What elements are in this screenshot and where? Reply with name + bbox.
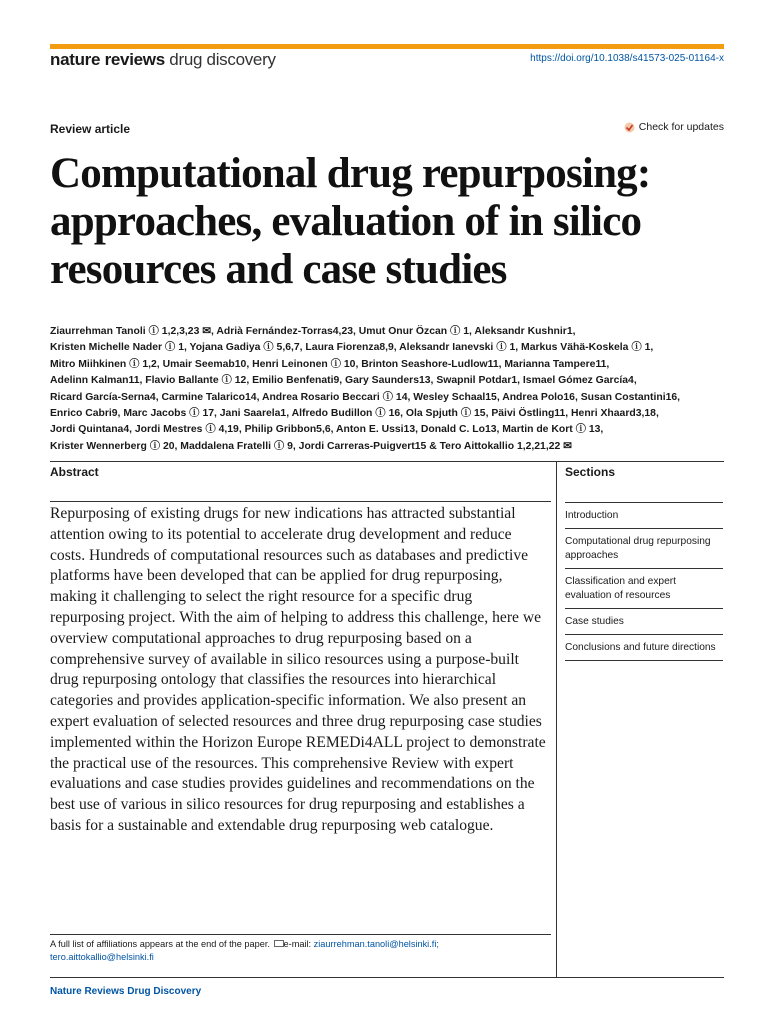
title-line: approaches, evaluation of in silico [50, 198, 642, 245]
email-link-2[interactable]: tero.aittokallio@helsinki.fi [50, 952, 154, 962]
title-line: Computational drug repurposing: [50, 150, 651, 197]
email-label: e-mail: [283, 939, 312, 949]
journal-name-bold: nature reviews [50, 50, 165, 69]
author-line[interactable]: Krister Wennerberg ⓘ 20, Maddalena Fratelli ⓘ 9, Jordi Carreras-Puigvert15 & Tero Aittokallio 1,2,21,22 ✉ [50, 440, 572, 452]
author-line[interactable]: Jordi Quintana4, Jordi Mestres ⓘ 4,19, Philip Gribbon5,6, Anton E. Ussi13, Donald C. Lo13, Martin de Kort ⓘ 13, [50, 424, 604, 436]
sections-nav [565, 502, 723, 661]
author-line[interactable]: Kristen Michelle Nader ⓘ 1, Yojana Gadiya ⓘ 5,6,7, Laura Fiorenza8,9, Aleksandr Ianevski ⓘ 1, Markus Vähä-Koskela ⓘ 1, [50, 342, 654, 354]
abstract-heading: Abstract [50, 465, 99, 479]
journal-logo[interactable] [50, 50, 276, 70]
journal-name-light: drug discovery [169, 50, 276, 69]
divider [50, 934, 551, 935]
article-type: Review article [50, 122, 131, 136]
author-line[interactable]: Enrico Cabri9, Marc Jacobs ⓘ 17, Jani Saarela1, Alfredo Budillon ⓘ 16, Ola Spjuth ⓘ 15, Päivi Östling11, Henri Xhaard3,18, [50, 408, 659, 420]
section-link-case-studies[interactable]: Case studies [565, 609, 723, 635]
divider [50, 501, 551, 502]
email-link-1[interactable]: ziaurrehman.tanoli@helsinki.fi; [313, 939, 439, 949]
check-updates-icon [624, 122, 635, 133]
journal-accent-bar [50, 44, 724, 49]
section-link-introduction[interactable]: Introduction [565, 502, 723, 529]
author-line[interactable]: Adelinn Kalman11, Flavio Ballante ⓘ 12, Emilio Benfenati9, Gary Saunders13, Swapnil Potdar1, Ismael Gómez García4, [50, 375, 637, 387]
divider [50, 461, 724, 462]
doi-link[interactable]: https://doi.org/10.1038/s41573-025-01164-x [530, 53, 724, 64]
divider [50, 977, 724, 978]
article-title [50, 150, 730, 294]
author-line[interactable]: Mitro Miihkinen ⓘ 1,2, Umair Seemab10, Henri Leinonen ⓘ 10, Brinton Seashore-Ludlow11, Marianna Tampere11, [50, 358, 610, 370]
affiliations-note: A full list of affiliations appears at the end of the paper. [50, 939, 270, 949]
mail-icon [274, 940, 284, 947]
footer-journal-name: Nature Reviews Drug Discovery [50, 986, 202, 997]
footnote [50, 938, 550, 964]
title-line: resources and case studies [50, 246, 507, 293]
check-updates-label: Check for updates [638, 121, 724, 133]
sections-heading: Sections [565, 465, 616, 479]
author-line[interactable]: Ricard García-Serna4, Carmine Talarico14, Andrea Rosario Beccari ⓘ 14, Wesley Schaal15, Andrea Polo16, Susan Costantini16, [50, 391, 681, 403]
section-link-approaches[interactable]: Computational drug repurposing approaches [565, 529, 723, 569]
author-line[interactable]: Ziaurrehman Tanoli ⓘ 1,2,3,23 ✉, Adrià Fernández-Torras4,23, Umut Onur Özcan ⓘ 1, Aleksandr Kushnir1, [50, 326, 576, 337]
author-list [50, 324, 730, 455]
abstract-text: Repurposing of existing drugs for new indications has attracted substantial attention owing to its potential to accelerate drug development and reduce costs. Hundreds of computational resources such as databases and predictive platforms have been developed that can be applied for drug repurposing, making it challenging to select the right resource for a specific drug repurposing project. With the aim of helping to address this challenge, here we overview computational approaches to drug repurposing based on a comprehensive survey of available in silico resources using a purpose-built drug repurposing ontology that classifies the resources into hierarchical categories and provides application-specific information. We also present an expert evaluation of selected resources and three drug repurposing case studies implemented within the Horizon Europe REMEDi4ALL project to demonstrate the practical use of the resources. This comprehensive Review with expert evaluations and case studies provides guidelines and recommendations on the best use of various in silico resources for drug repurposing and establishes a basis for a sustainable and extendable drug repurposing web catalogue. [50, 505, 546, 834]
section-link-conclusions[interactable]: Conclusions and future directions [565, 635, 723, 661]
check-updates-button[interactable] [624, 121, 724, 133]
column-divider [556, 461, 557, 977]
section-link-classification[interactable]: Classification and expert evaluation of resources [565, 569, 723, 609]
